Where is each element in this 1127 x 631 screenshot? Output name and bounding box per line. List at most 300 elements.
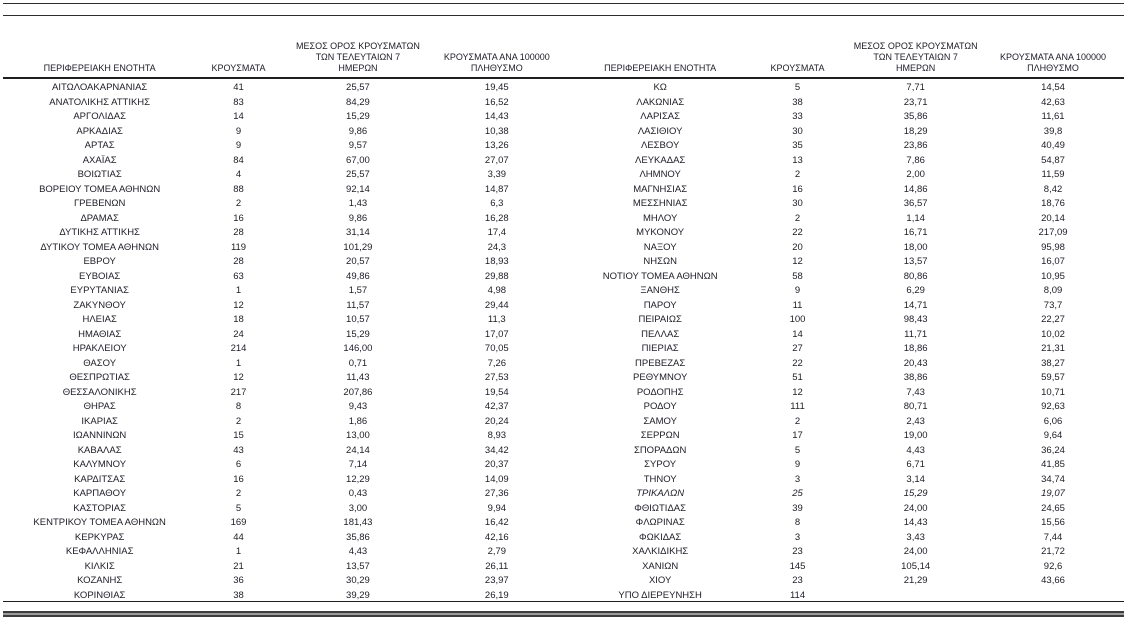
- cases-cell: 2: [235, 198, 242, 210]
- avg7-cell: 11,71: [904, 328, 928, 340]
- region-cell: ΖΑΚΥΝΘΟΥ: [73, 299, 126, 311]
- avg7-cell: 23,86: [903, 140, 928, 152]
- region-cell: ΓΡΕΒΕΝΩΝ: [73, 198, 126, 210]
- region-cell: ΛΑΡΙΣΑΣ: [640, 111, 681, 123]
- region-cell: ΦΛΩΡΙΝΑΣ: [635, 517, 685, 529]
- avg7-cell: 207,86: [343, 386, 373, 398]
- region-cell: ΘΕΣΠΡΩΤΙΑΣ: [69, 372, 130, 384]
- cases-cell: 16: [233, 212, 244, 224]
- cases-cell: 58: [792, 270, 803, 282]
- region-cell: ΣΥΡΟΥ: [644, 459, 677, 471]
- cases-cell: 111: [790, 401, 805, 413]
- region-cell: ΛΕΥΚΑΔΑΣ: [635, 154, 686, 166]
- region-cell: ΚΑΣΤΟΡΙΑΣ: [73, 502, 127, 514]
- avg7-cell: 18,86: [903, 343, 928, 355]
- region-cell: ΑΙΤΩΛΟΑΚΑΡΝΑΝΙΑΣ: [51, 82, 148, 94]
- column-header-avg7-line3: ΗΜΕΡΩΝ: [896, 63, 936, 73]
- left-table-body: [8, 81, 564, 603]
- region-cell: ΜΥΚΟΝΟΥ: [636, 227, 685, 239]
- column-header-region: ΠΕΡΙΦΕΡΕΙΑΚΗ ΕΝΟΤΗΤΑ: [43, 63, 156, 73]
- region-cell: ΛΗΜΝΟΥ: [639, 169, 681, 181]
- avg7-cell: 6,71: [906, 459, 925, 471]
- per100k-cell: 16,28: [484, 212, 509, 224]
- per100k-cell: 14,43: [484, 111, 509, 123]
- avg7-cell: 1,43: [348, 198, 368, 210]
- per100k-cell: 54,87: [1041, 154, 1065, 166]
- cases-cell: 25: [792, 488, 803, 500]
- region-cell: ΕΒΡΟΥ: [83, 256, 116, 268]
- cases-cell: 12: [233, 299, 244, 311]
- per100k-cell: 43,66: [1041, 575, 1065, 587]
- per100k-cell: 8,09: [1043, 285, 1063, 297]
- per100k-cell: 9,64: [1043, 430, 1063, 442]
- left-table: [8, 21, 564, 603]
- region-cell: ΒΟΙΩΤΙΑΣ: [77, 169, 122, 181]
- region-cell: ΡΟΔΟΥ: [643, 401, 677, 413]
- avg7-cell: 14,43: [903, 517, 928, 529]
- per100k-cell: 19,07: [1041, 488, 1065, 500]
- per100k-cell: 36,24: [1041, 444, 1065, 456]
- cases-cell: 23: [792, 546, 803, 558]
- cases-cell: 6: [235, 459, 242, 471]
- per100k-cell: 27,07: [484, 154, 509, 166]
- cases-cell: 5: [235, 502, 242, 514]
- per100k-cell: 42,16: [484, 531, 509, 543]
- avg7-cell: 9,43: [348, 401, 368, 413]
- avg7-cell: 3,00: [348, 502, 368, 514]
- per100k-cell: 17,4: [487, 227, 507, 239]
- region-cell: ΛΕΣΒΟΥ: [641, 140, 680, 152]
- avg7-cell: 18,29: [903, 125, 928, 137]
- cases-cell: 100: [789, 314, 806, 326]
- region-cell: ΛΑΚΩΝΙΑΣ: [636, 96, 685, 108]
- region-cell: ΞΑΝΘΗΣ: [640, 285, 680, 297]
- avg7-cell: 0,71: [348, 357, 368, 369]
- page-bottom-thick-rule: [3, 611, 1124, 617]
- cases-cell: 33: [792, 111, 803, 123]
- avg7-cell: 15,29: [346, 328, 370, 340]
- region-cell: ΑΡΚΑΔΙΑΣ: [76, 125, 123, 137]
- region-cell: ΙΩΑΝΝΙΝΩΝ: [73, 430, 127, 442]
- cases-cell: 114: [789, 589, 806, 601]
- region-cell: ΧΙΟΥ: [648, 575, 672, 587]
- cases-cell: 84: [233, 154, 244, 166]
- per100k-cell: 41,85: [1041, 459, 1065, 471]
- avg7-cell: 11,43: [346, 372, 370, 384]
- region-cell: ΚΕΝΤΡΙΚΟΥ ΤΟΜΕΑ ΑΘΗΝΩΝ: [33, 517, 166, 529]
- per100k-cell: 9,94: [487, 502, 507, 514]
- top-rule-1: [3, 3, 1124, 4]
- region-cell: ΔΡΑΜΑΣ: [80, 212, 119, 224]
- per100k-cell: 34,42: [484, 444, 509, 456]
- avg7-cell: 13,57: [346, 560, 370, 572]
- cases-cell: 9: [794, 285, 801, 297]
- avg7-cell: 9,86: [348, 212, 368, 224]
- per100k-cell: 19,45: [484, 82, 509, 94]
- cases-cell: 44: [233, 531, 244, 543]
- per100k-cell: 18,76: [1041, 198, 1065, 210]
- avg7-cell: 25,57: [346, 169, 370, 181]
- avg7-cell: 25,57: [346, 82, 370, 94]
- region-cell: ΣΑΜΟΥ: [643, 415, 677, 427]
- region-cell: ΚΑΛΥΜΝΟΥ: [73, 459, 127, 471]
- avg7-cell: 80,71: [903, 401, 928, 413]
- per100k-cell: 10,02: [1041, 328, 1065, 340]
- avg7-cell: 14,71: [903, 299, 928, 311]
- per100k-cell: 6,3: [490, 198, 504, 210]
- region-cell: ΚΟΡΙΝΘΙΑΣ: [73, 589, 126, 601]
- avg7-cell: 9,57: [348, 140, 368, 152]
- cases-cell: 38: [792, 96, 803, 108]
- avg7-cell: 7,14: [348, 459, 368, 471]
- cases-cell: 2: [794, 169, 801, 181]
- cases-cell: 24: [233, 328, 244, 340]
- avg7-cell: 36,57: [903, 198, 928, 210]
- region-cell: ΚΙΛΚΙΣ: [84, 560, 115, 572]
- avg7-cell: 12,29: [346, 473, 370, 485]
- cases-cell: 8: [235, 401, 242, 413]
- region-cell: ΠΕΛΛΑΣ: [641, 328, 680, 340]
- per100k-cell: 42,63: [1041, 96, 1065, 108]
- avg7-cell: 35,86: [903, 111, 928, 123]
- column-header-per100k: [430, 52, 563, 74]
- region-cell: ΑΡΓΟΛΙΔΑΣ: [73, 111, 126, 123]
- avg7-cell: 2,43: [906, 415, 925, 427]
- region-cell: ΤΗΝΟΥ: [643, 473, 677, 485]
- region-cell: ΜΑΓΝΗΣΙΑΣ: [633, 183, 688, 195]
- avg7-cell: 14,86: [903, 183, 928, 195]
- per100k-cell: 24,3: [487, 241, 507, 253]
- avg7-cell: 92,14: [346, 183, 370, 195]
- cases-cell: 3: [794, 531, 801, 543]
- per100k-cell: 59,57: [1041, 372, 1065, 384]
- avg7-cell: 21,29: [903, 575, 928, 587]
- per100k-cell: 92,6: [1043, 560, 1063, 572]
- column-header-per100k-line2: ΠΛΗΘΥΣΜΟ: [1027, 63, 1079, 73]
- avg7-cell: 6,29: [906, 285, 925, 297]
- region-cell: ΑΝΑΤΟΛΙΚΗΣ ΑΤΤΙΚΗΣ: [49, 96, 151, 108]
- per100k-cell: 11,61: [1041, 111, 1065, 123]
- per100k-cell: 73,7: [1043, 299, 1063, 311]
- avg7-cell: 7,71: [906, 82, 925, 94]
- cases-cell: 145: [789, 560, 806, 572]
- per100k-cell: 95,98: [1041, 241, 1065, 253]
- region-cell: ΠΙΕΡΙΑΣ: [641, 343, 679, 355]
- column-header-region: ΠΕΡΙΦΕΡΕΙΑΚΗ ΕΝΟΤΗΤΑ: [604, 63, 717, 73]
- per100k-cell: 21,31: [1041, 343, 1065, 355]
- per100k-cell: 20,37: [484, 459, 509, 471]
- region-cell: ΘΑΣΟΥ: [83, 357, 117, 369]
- region-cell: ΔΥΤΙΚΗΣ ΑΤΤΙΚΗΣ: [59, 227, 140, 239]
- avg7-cell: 3,14: [906, 473, 925, 485]
- column-header-avg7: [844, 41, 987, 74]
- per100k-cell: 23,97: [484, 575, 509, 587]
- cases-cell: 4: [235, 169, 242, 181]
- column-header-per100k-line1: ΚΡΟΥΣΜΑΤΑ ΑΝΑ 100000: [443, 52, 550, 62]
- region-cell: ΡΕΘΥΜΝΟΥ: [633, 372, 688, 384]
- avg7-cell: 1,14: [906, 212, 925, 224]
- avg7-cell: 2,00: [906, 169, 925, 181]
- avg7-cell: 105,14: [901, 560, 931, 572]
- per100k-cell: 13,26: [484, 140, 509, 152]
- cases-cell: 35: [792, 140, 803, 152]
- cases-cell: 214: [230, 343, 247, 355]
- region-cell: ΕΥΡΥΤΑΝΙΑΣ: [70, 285, 129, 297]
- region-cell: ΧΑΝΙΩΝ: [642, 560, 679, 572]
- avg7-cell: 13,00: [346, 430, 370, 442]
- tables-container: [8, 21, 1119, 603]
- region-cell: ΚΑΡΠΑΘΟΥ: [73, 488, 127, 500]
- right-table-body: [570, 81, 1120, 603]
- per100k-cell: 17,07: [484, 328, 509, 340]
- cases-cell: 18: [233, 314, 244, 326]
- avg7-cell: 146,00: [343, 343, 373, 355]
- column-header-avg7: [286, 41, 430, 74]
- per100k-cell: 29,44: [484, 299, 509, 311]
- region-cell: ΝΑΞΟΥ: [643, 241, 677, 253]
- cases-cell: 2: [794, 415, 801, 427]
- region-cell: ΚΑΡΔΙΤΣΑΣ: [74, 473, 126, 485]
- cases-cell: 17: [792, 430, 803, 442]
- avg7-cell: 4,43: [906, 444, 925, 456]
- avg7-cell: 67,00: [346, 154, 370, 166]
- avg7-cell: 24,00: [903, 546, 928, 558]
- region-cell: ΥΠΟ ΔΙΕΡΕΥΝΗΣΗ: [618, 589, 702, 601]
- avg7-cell: 181,43: [343, 517, 373, 529]
- per100k-cell: 38,27: [1041, 357, 1065, 369]
- per100k-cell: 11,59: [1041, 169, 1065, 181]
- avg7-cell: 16,71: [903, 227, 928, 239]
- cases-cell: 2: [794, 212, 801, 224]
- cases-cell: 119: [230, 241, 247, 253]
- per100k-cell: 15,56: [1041, 517, 1065, 529]
- cases-cell: 14: [233, 111, 244, 123]
- region-cell: ΛΑΣΙΘΙΟΥ: [637, 125, 683, 137]
- top-rule-2: [3, 15, 1124, 16]
- avg7-cell: 24,14: [346, 444, 370, 456]
- per100k-cell: 217,09: [1038, 227, 1068, 239]
- cases-cell: 28: [233, 227, 244, 239]
- per100k-cell: 8,93: [487, 430, 507, 442]
- region-cell: ΚΑΒΑΛΑΣ: [77, 444, 122, 456]
- cases-cell: 22: [792, 227, 803, 239]
- region-cell: ΕΥΒΟΙΑΣ: [79, 270, 121, 282]
- per100k-cell: 22,27: [1041, 314, 1065, 326]
- region-cell: ΚΩ: [653, 82, 667, 94]
- per100k-cell: 16,42: [484, 517, 509, 529]
- per100k-cell: 6,06: [1043, 415, 1063, 427]
- cases-cell: 2: [235, 488, 242, 500]
- cases-cell: 23: [792, 575, 803, 587]
- region-cell: ΜΗΛΟΥ: [642, 212, 678, 224]
- per100k-cell: 16,07: [1041, 256, 1065, 268]
- avg7-cell: 38,86: [903, 372, 928, 384]
- region-cell: ΦΩΚΙΔΑΣ: [639, 531, 682, 543]
- avg7-cell: 7,43: [906, 386, 925, 398]
- per100k-cell: 11,3: [487, 314, 506, 326]
- avg7-cell: 11,57: [346, 299, 370, 311]
- region-cell: ΝΟΤΙΟΥ ΤΟΜΕΑ ΑΘΗΝΩΝ: [602, 270, 718, 282]
- avg7-cell: 84,29: [346, 96, 370, 108]
- per100k-cell: 26,11: [485, 560, 509, 572]
- region-cell: ΧΑΛΚΙΔΙΚΗΣ: [632, 546, 689, 558]
- cases-cell: 9: [235, 125, 242, 137]
- per100k-cell: 27,53: [484, 372, 509, 384]
- per100k-cell: 10,71: [1041, 386, 1065, 398]
- per100k-cell: 20,14: [1041, 212, 1065, 224]
- cases-cell: 11: [792, 299, 803, 311]
- per100k-cell: 27,36: [484, 488, 509, 500]
- region-cell: ΘΕΣΣΑΛΟΝΙΚΗΣ: [62, 386, 137, 398]
- cases-cell: 43: [233, 444, 244, 456]
- per100k-cell: 70,05: [484, 343, 509, 355]
- avg7-cell: 98,43: [903, 314, 928, 326]
- cases-cell: 15: [233, 430, 244, 442]
- avg7-cell: 1,57: [348, 285, 368, 297]
- per100k-cell: 14,87: [484, 183, 509, 195]
- avg7-cell: 1,86: [348, 415, 368, 427]
- per100k-cell: 7,26: [487, 357, 507, 369]
- left-table-header: [8, 21, 564, 77]
- region-cell: ΑΡΤΑΣ: [84, 140, 115, 152]
- cases-cell: 39: [792, 502, 803, 514]
- cases-cell: 1: [235, 285, 242, 297]
- cases-cell: 30: [792, 198, 803, 210]
- per100k-cell: 29,88: [484, 270, 509, 282]
- region-cell: ΜΕΣΣΗΝΙΑΣ: [632, 198, 688, 210]
- column-header-per100k-line2: ΠΛΗΘΥΣΜΟ: [470, 63, 523, 73]
- per100k-cell: 16,52: [484, 96, 509, 108]
- avg7-cell: 20,43: [903, 357, 928, 369]
- avg7-cell: 49,86: [346, 270, 370, 282]
- avg7-cell: 80,86: [903, 270, 928, 282]
- avg7-cell: 31,14: [346, 227, 370, 239]
- region-cell: ΙΚΑΡΙΑΣ: [81, 415, 118, 427]
- per100k-cell: 20,24: [484, 415, 509, 427]
- cases-cell: 1: [235, 546, 242, 558]
- cases-cell: 12: [792, 386, 803, 398]
- per100k-cell: 24,65: [1041, 502, 1065, 514]
- avg7-cell: 7,86: [906, 154, 925, 166]
- cases-cell: 2: [235, 415, 242, 427]
- per100k-cell: 92,63: [1041, 401, 1065, 413]
- column-header-per100k-line1: ΚΡΟΥΣΜΑΤΑ ΑΝΑ 100000: [1000, 52, 1107, 62]
- avg7-cell: 35,86: [346, 531, 370, 543]
- right-table-header: [570, 21, 1120, 77]
- region-cell: ΠΕΙΡΑΙΩΣ: [638, 314, 682, 326]
- avg7-cell: 3,43: [906, 531, 925, 543]
- cases-cell: 88: [233, 183, 244, 195]
- cases-cell: 5: [794, 444, 801, 456]
- cases-cell: 12: [233, 372, 244, 384]
- cases-cell: 169: [230, 517, 247, 529]
- region-cell: ΗΛΕΙΑΣ: [82, 314, 117, 326]
- cases-cell: 3: [794, 473, 801, 485]
- per100k-cell: 21,72: [1041, 546, 1065, 558]
- column-header-avg7-line2: ΤΩΝ ΤΕΛΕΥΤΑΙΩΝ 7: [873, 52, 958, 62]
- cases-cell: 38: [233, 589, 244, 601]
- region-cell: ΗΡΑΚΛΕΙΟΥ: [72, 343, 127, 355]
- per100k-cell: 8,42: [1043, 183, 1063, 195]
- avg7-cell: 18,00: [903, 241, 928, 253]
- cases-cell: 41: [233, 82, 244, 94]
- column-header-cases: ΚΡΟΥΣΜΑΤΑ: [770, 63, 825, 73]
- avg7-cell: 20,57: [346, 256, 370, 268]
- region-cell: ΝΗΣΩΝ: [643, 256, 677, 268]
- region-cell: ΔΥΤΙΚΟΥ ΤΟΜΕΑ ΑΘΗΝΩΝ: [40, 241, 159, 253]
- cases-cell: 20: [792, 241, 803, 253]
- avg7-cell: 10,57: [346, 314, 370, 326]
- cases-cell: 5: [794, 82, 801, 94]
- column-header-avg7-line1: ΜΕΣΟΣ ΟΡΟΣ ΚΡΟΥΣΜΑΤΩΝ: [853, 41, 978, 51]
- cases-cell: 14: [792, 328, 803, 340]
- cases-cell: 36: [233, 575, 244, 587]
- column-header-per100k: [987, 52, 1119, 74]
- region-cell: ΘΗΡΑΣ: [83, 401, 116, 413]
- per100k-cell: 42,37: [484, 401, 509, 413]
- region-cell: ΚΕΦΑΛΛΗΝΙΑΣ: [65, 546, 134, 558]
- region-cell: ΗΜΑΘΙΑΣ: [78, 328, 122, 340]
- region-cell: ΠΑΡΟΥ: [643, 299, 677, 311]
- cases-cell: 22: [792, 357, 803, 369]
- per100k-cell: 26,19: [484, 589, 509, 601]
- avg7-cell: 23,71: [903, 96, 928, 108]
- per100k-cell: 19,54: [484, 386, 509, 398]
- avg7-cell: 13,57: [903, 256, 928, 268]
- cases-cell: 28: [233, 256, 244, 268]
- per100k-cell: 10,38: [484, 125, 509, 137]
- cases-cell: 9: [235, 140, 242, 152]
- avg7-cell: 15,29: [903, 488, 928, 500]
- region-cell: ΠΡΕΒΕΖΑΣ: [635, 357, 686, 369]
- region-cell: ΑΧΑΪΑΣ: [82, 154, 117, 166]
- avg7-cell: 9,86: [348, 125, 368, 137]
- column-header-avg7-line2: ΤΩΝ ΤΕΛΕΥΤΑΙΩΝ 7: [315, 52, 401, 62]
- region-cell: ΚΕΡΚΥΡΑΣ: [74, 531, 125, 543]
- cases-cell: 16: [792, 183, 803, 195]
- per100k-cell: 7,44: [1043, 531, 1063, 543]
- cases-cell: 217: [230, 386, 247, 398]
- cases-cell: 16: [233, 473, 244, 485]
- region-cell: ΚΟΖΑΝΗΣ: [77, 575, 123, 587]
- cases-cell: 63: [233, 270, 244, 282]
- cases-cell: 1: [235, 357, 242, 369]
- cases-cell: 83: [233, 96, 244, 108]
- cases-cell: 27: [792, 343, 803, 355]
- avg7-cell: 30,29: [346, 575, 370, 587]
- per100k-cell: 10,95: [1041, 270, 1065, 282]
- cases-cell: 13: [792, 154, 803, 166]
- avg7-cell: 39,29: [346, 589, 370, 601]
- region-cell: ΣΕΡΡΩΝ: [640, 430, 680, 442]
- per100k-cell: 18,93: [484, 256, 509, 268]
- column-header-cases: ΚΡΟΥΣΜΑΤΑ: [211, 63, 266, 73]
- cases-cell: 30: [792, 125, 803, 137]
- cases-cell: 8: [794, 517, 801, 529]
- avg7-cell: 4,43: [348, 546, 368, 558]
- region-cell: ΡΟΔΟΠΗΣ: [636, 386, 684, 398]
- cases-cell: 9: [794, 459, 801, 471]
- cases-cell: 21: [233, 560, 244, 572]
- per100k-cell: 39,8: [1043, 125, 1063, 137]
- per100k-cell: 14,09: [484, 473, 509, 485]
- region-cell: ΒΟΡΕΙΟΥ ΤΟΜΕΑ ΑΘΗΝΩΝ: [39, 183, 161, 195]
- region-cell: ΤΡΙΚΑΛΩΝ: [636, 488, 685, 500]
- region-cell: ΦΘΙΩΤΙΔΑΣ: [634, 502, 687, 514]
- per100k-cell: 3,39: [487, 169, 507, 181]
- column-header-avg7-line1: ΜΕΣΟΣ ΟΡΟΣ ΚΡΟΥΣΜΑΤΩΝ: [296, 41, 420, 51]
- per100k-cell: 40,49: [1041, 140, 1065, 152]
